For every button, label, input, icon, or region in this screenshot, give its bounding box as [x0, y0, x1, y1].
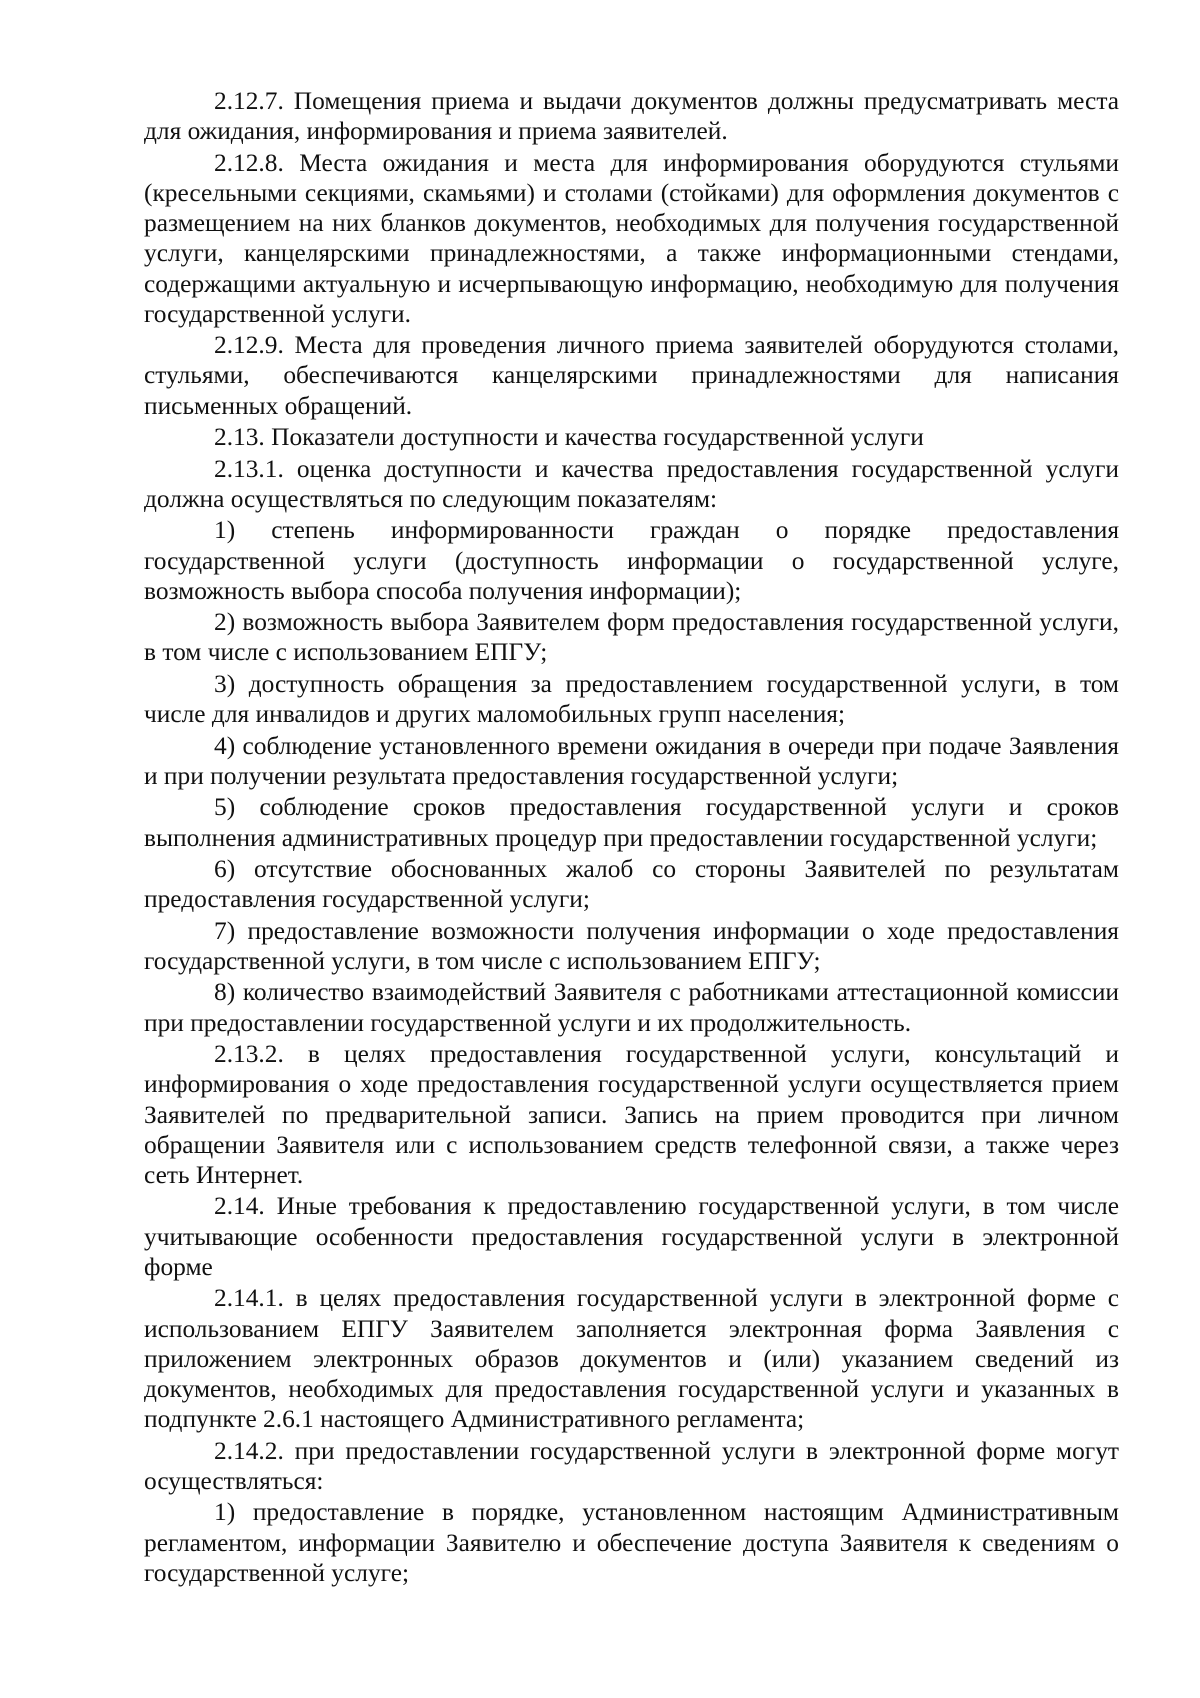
- list-item-8: 8) количество взаимодействий Заявителя с работниками аттестационной комиссии при предоставлении государственной услуги и их продолжительность.: [144, 978, 1119, 1037]
- list-item-4: 4) соблюдение установленного времени ожидания в очереди при подаче Заявления и при получении результата предоставления государственной услуги;: [144, 731, 1119, 790]
- document-page: [144, 86, 1119, 1589]
- paragraph-2-14-1: 2.14.1. в целях предоставления государственной услуги в электронной форме с использованием ЕПГУ Заявителем заполняется электронная форма Заявления с приложением электронных образов документов и (или) указанием сведений из документов, необходимых для предоставления государственной услуги и указанных в подпункте 2.6.1 настоящего Административного регламента;: [144, 1284, 1119, 1434]
- heading-2-13: 2.13. Показатели доступности и качества государственной услуги: [214, 423, 924, 452]
- heading-2-14: 2.14. Иные требования к предоставлению государственной услуги, в том числе учитывающие особенности предоставления государственной услуги в электронной форме: [144, 1192, 1119, 1281]
- list-item-1: 1) степень информированности граждан о порядке предоставления государственной услуги (доступность информации о государственной услуге, возможность выбора способа получения информации);: [144, 516, 1119, 605]
- paragraph-2-13-1: 2.13.1. оценка доступности и качества предоставления государственной услуги должна осуществляться по следующим показателям:: [144, 454, 1119, 513]
- paragraph-2-13-2: 2.13.2. в целях предоставления государственной услуги, консультаций и информирования о ходе предоставления государственной услуги осуществляется прием Заявителей по предварительной записи. Запись на прием проводится при личном обращении Заявителя или с использованием средств телефонной связи, а также через сеть Интернет.: [144, 1040, 1119, 1189]
- list-item-3: 3) доступность обращения за предоставлением государственной услуги, в том числе для инвалидов и других маломобильных групп населения;: [144, 669, 1119, 729]
- paragraph-2-12-8: 2.12.8. Места ожидания и места для информирования оборудуются стульями (кресельными секциями, скамьями) и столами (стойками) для оформления документов с размещением на них бланков документов, необходимых для получения государственной услуги, канцелярскими принадлежностями, а также информационными стендами, содержащими актуальную и исчерпывающую информацию, необходимую для получения государственной услуги.: [144, 148, 1119, 328]
- list-item-2: 2) возможность выбора Заявителем форм предоставления государственной услуги, в том числе с использованием ЕПГУ;: [144, 608, 1119, 667]
- paragraph-2-12-9: 2.12.9. Места для проведения личного приема заявителей оборудуются столами, стульями, обеспечиваются канцелярскими принадлежностями для написания письменных обращений.: [144, 331, 1119, 420]
- list-item-5: 5) соблюдение сроков предоставления государственной услуги и сроков выполнения административных процедур при предоставлении государственной услуги;: [144, 793, 1119, 852]
- paragraph-2-14-2: 2.14.2. при предоставлении государственной услуги в электронной форме могут осуществляться:: [144, 1436, 1119, 1495]
- list-item-6: 6) отсутствие обоснованных жалоб со стороны Заявителей по результатам предоставления государственной услуги;: [144, 855, 1119, 914]
- list-item-7: 7) предоставление возможности получения информации о ходе предоставления государственной услуги, в том числе с использованием ЕПГУ;: [144, 916, 1119, 975]
- paragraph-2-12-7: 2.12.7. Помещения приема и выдачи документов должны предусматривать места для ожидания, информирования и приема заявителей.: [144, 87, 1119, 146]
- list-item-2-14-2-1: 1) предоставление в порядке, установленном настоящим Административным регламентом, информации Заявителю и обеспечение доступа Заявителя к сведениям о государственной услуге;: [144, 1498, 1119, 1587]
